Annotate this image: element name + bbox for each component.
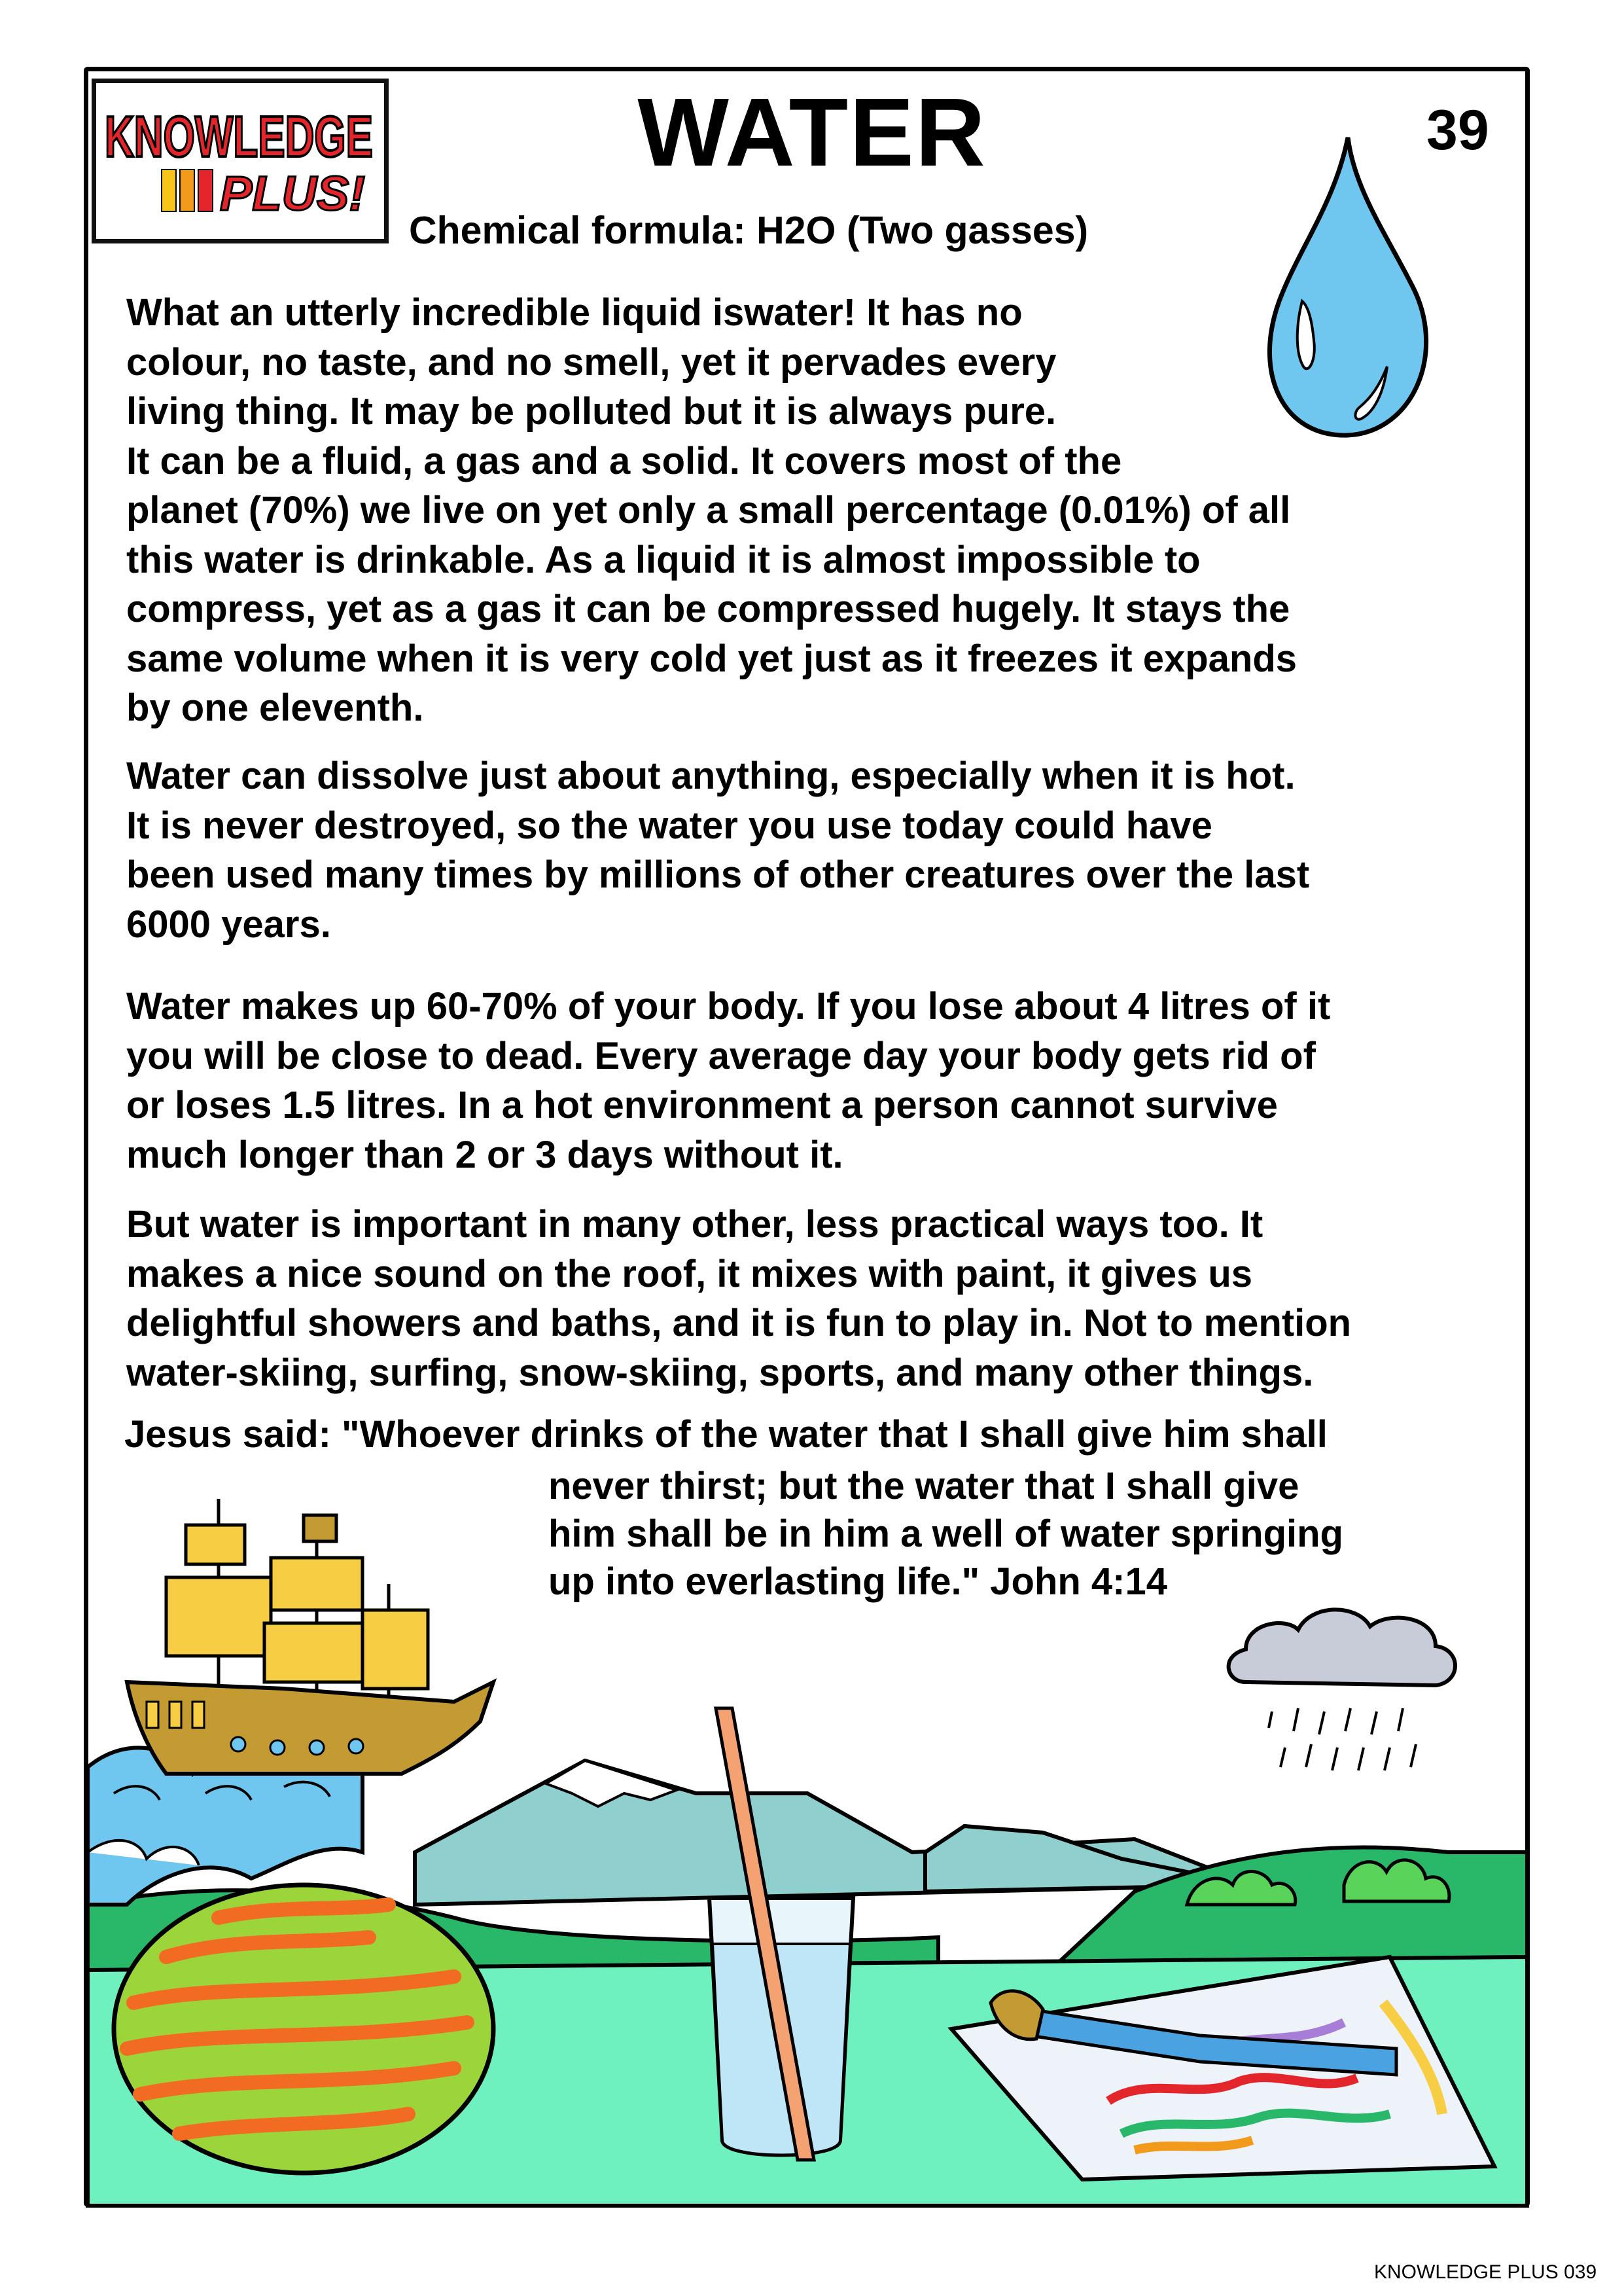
bible-quote-first-line: Jesus said: "Whoever drinks of the water that I shall give him shall: [124, 1413, 1328, 1456]
paragraph-2: [126, 751, 1309, 949]
quote-line: up into everlasting life." John 4:14: [548, 1560, 1168, 1603]
quote-line: him shall be in him a well of water springing: [548, 1513, 1343, 1555]
logo-line2: PLUS!: [220, 166, 365, 221]
text-line: living thing. It may be polluted but it is always pure.: [126, 390, 1057, 433]
paragraph-4: [126, 1200, 1351, 1397]
text-line: 6000 years.: [126, 903, 331, 946]
ship-illustration: [127, 1499, 493, 1774]
text-line: this water is drinkable. As a liquid it is almost impossible to: [126, 538, 1201, 581]
text-line: compress, yet as a gas it can be compressed hugely. It stays the: [126, 588, 1290, 630]
text-line: planet (70%) we live on yet only a small percentage (0.01%) of all: [126, 489, 1291, 531]
text-line: delightful showers and baths, and it is fun to play in. Not to mention: [126, 1302, 1352, 1344]
text-line: you will be close to dead. Every average day your body gets rid of: [126, 1034, 1316, 1077]
text-line: But water is important in many other, less practical ways too. It: [126, 1203, 1263, 1246]
paragraph-3: [126, 982, 1330, 1179]
text-line: been used many times by millions of other creatures over the last: [126, 853, 1310, 896]
text-line: same volume when it is very cold yet just as it freezes it expands: [126, 637, 1297, 680]
text-line: Water makes up 60-70% of your body. If you lose about 4 litres of it: [126, 985, 1331, 1028]
logo-line1: KNOWLEDGE: [105, 104, 373, 169]
mountain-illustration: [415, 1761, 1252, 1905]
text-line: Water can dissolve just about anything, especially when it is hot.: [126, 755, 1296, 797]
text-line: much longer than 2 or 3 days without it.: [126, 1133, 843, 1176]
rain-cloud-illustration: [1229, 1609, 1455, 1770]
page-number: 39: [1426, 99, 1489, 162]
text-line: colour, no taste, and no smell, yet it pervades every: [126, 340, 1057, 384]
text-line: water-skiing, surfing, snow-skiing, sports, and many other things.: [126, 1351, 1314, 1394]
water-uses-illustration: [88, 1486, 1527, 2206]
glass-of-water-illustration: [709, 1708, 853, 2160]
page-title: WATER: [637, 79, 987, 187]
text-line: It can be a fluid, a gas and a solid. It covers most of the: [126, 439, 1122, 482]
paragraph-1: [126, 288, 1297, 733]
text-line: It is never destroyed, so the water you use today could have: [126, 804, 1212, 847]
text-line: What an utterly incredible liquid iswater! It has no: [126, 291, 1023, 334]
text-line: makes a nice sound on the roof, it mixes with paint, it gives us: [126, 1252, 1253, 1295]
text-line: or loses 1.5 litres. In a hot environment a person cannot survive: [126, 1084, 1278, 1126]
page-footer: KNOWLEDGE PLUS 039: [1374, 2261, 1597, 2283]
melon-illustration: [114, 1885, 493, 2173]
quote-line: never thirst; but the water that I shall give: [548, 1465, 1299, 1507]
chemical-formula: Chemical formula: H2O (Two gasses): [409, 209, 1089, 252]
text-line: by one eleventh.: [126, 687, 424, 729]
